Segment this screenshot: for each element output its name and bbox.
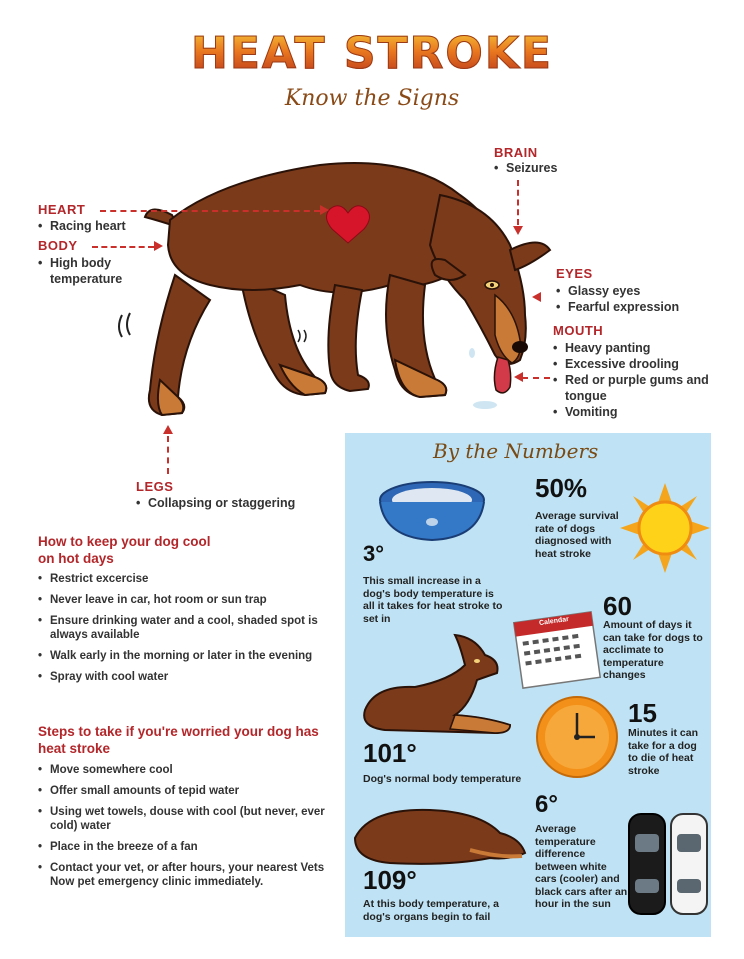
numbers-panel — [345, 433, 711, 937]
steps-item: • Move somewhere cool — [38, 763, 333, 777]
clock-icon — [535, 695, 619, 779]
steps-heading: Steps to take if you're worried your dog has heat stroke — [38, 724, 319, 756]
stat-3-text: This small increase in a dog's body temperature is all it takes for heat stroke to set in — [363, 575, 503, 625]
steps-item: • Contact your vet, or after hours, your nearest Vets Now pet emergency clinic immediately. — [38, 861, 333, 889]
cool-item: • Never leave in car, hot room or sun trap — [38, 593, 333, 607]
legs-connector — [167, 436, 169, 474]
steps-item: • Offer small amounts of tepid water — [38, 784, 333, 798]
body-list — [38, 255, 138, 287]
steps-list — [38, 763, 333, 896]
stat-15-value: 15 — [628, 698, 657, 728]
cool-list — [38, 572, 333, 691]
brain-connector — [517, 180, 519, 225]
legs-item: • Collapsing or staggering — [136, 495, 336, 511]
eyes-item: • Fearful expression — [556, 299, 706, 315]
legs-list — [136, 495, 336, 511]
numbers-heading: By the Numbers — [433, 439, 599, 463]
stat-15-text: Minutes it can take for a dog to die of heat stroke — [628, 727, 699, 777]
heart-arrow — [320, 205, 329, 215]
lying-dog-icon — [355, 625, 520, 745]
body-connector — [92, 246, 154, 248]
stat-101-text: Dog's normal body temperature — [363, 773, 522, 785]
page-subtitle: Know the Signs — [284, 86, 460, 111]
page-title: HEAT STROKE — [0, 28, 744, 79]
mouth-item: • Excessive drooling — [553, 356, 713, 372]
eyes-label: EYES — [556, 266, 593, 281]
stat-109-text: At this body temperature, a dog's organs begin to fail — [363, 898, 499, 923]
brain-arrow — [513, 226, 523, 235]
stat-101-value: 101° — [363, 738, 417, 768]
mouth-item: • Red or purple gums and tongue — [553, 372, 713, 404]
stat-50-value: 50% — [535, 473, 588, 503]
stat-50-text: Average survival rate of dogs diagnosed with heat stroke — [535, 510, 619, 560]
body-arrow — [154, 241, 163, 251]
stat-6-value: 6° — [535, 791, 558, 818]
stat-3-value: 3° — [363, 541, 385, 566]
cool-heading: How to keep your dog cool on hot days — [38, 534, 211, 566]
eyes-item: • Glassy eyes — [556, 283, 706, 299]
body-label: BODY — [38, 238, 78, 253]
steps-item: • Place in the breeze of a fan — [38, 840, 333, 854]
mouth-arrow — [514, 372, 523, 382]
mouth-item: • Heavy panting — [553, 340, 713, 356]
legs-label: LEGS — [136, 479, 174, 494]
cool-item: • Restrict excercise — [38, 572, 333, 586]
heart-list — [38, 218, 158, 234]
heart-label: HEART — [38, 202, 86, 217]
stat-60-text: Amount of days it can take for dogs to acclimate to temperature changes — [603, 619, 703, 681]
collapsed-dog-icon — [350, 798, 530, 873]
stat-109-value: 109° — [363, 865, 417, 895]
brain-list — [494, 160, 594, 176]
cool-item: • Walk early in the morning or later in the evening — [38, 649, 333, 663]
steps-item: • Using wet towels, douse with cool (but never, ever cold) water — [38, 805, 333, 833]
water-bowl-icon — [375, 478, 490, 548]
body-item: • High body temperature — [38, 255, 138, 287]
mouth-connector — [522, 377, 550, 379]
heart-connector — [100, 210, 320, 212]
calendar-label: Calendar — [538, 615, 570, 628]
cool-item: • Spray with cool water — [38, 670, 333, 684]
eyes-arrow — [532, 292, 541, 302]
sun-icon — [620, 483, 710, 573]
brain-item: • Seizures — [494, 160, 594, 176]
mouth-label: MOUTH — [553, 323, 604, 338]
cool-item: • Ensure drinking water and a cool, shaded spot is always available — [38, 614, 333, 642]
brain-label: BRAIN — [494, 145, 538, 160]
legs-arrow — [163, 425, 173, 434]
cars-icon — [627, 809, 709, 919]
eyes-list — [556, 283, 706, 315]
heart-item: • Racing heart — [38, 218, 158, 234]
mouth-item: • Vomiting — [553, 404, 713, 420]
mouth-list — [553, 340, 713, 420]
stat-60-value: 60 — [603, 591, 632, 621]
stat-6-text: Average temperature difference between white cars (cooler) and black cars after an hour in the sun — [535, 823, 628, 910]
